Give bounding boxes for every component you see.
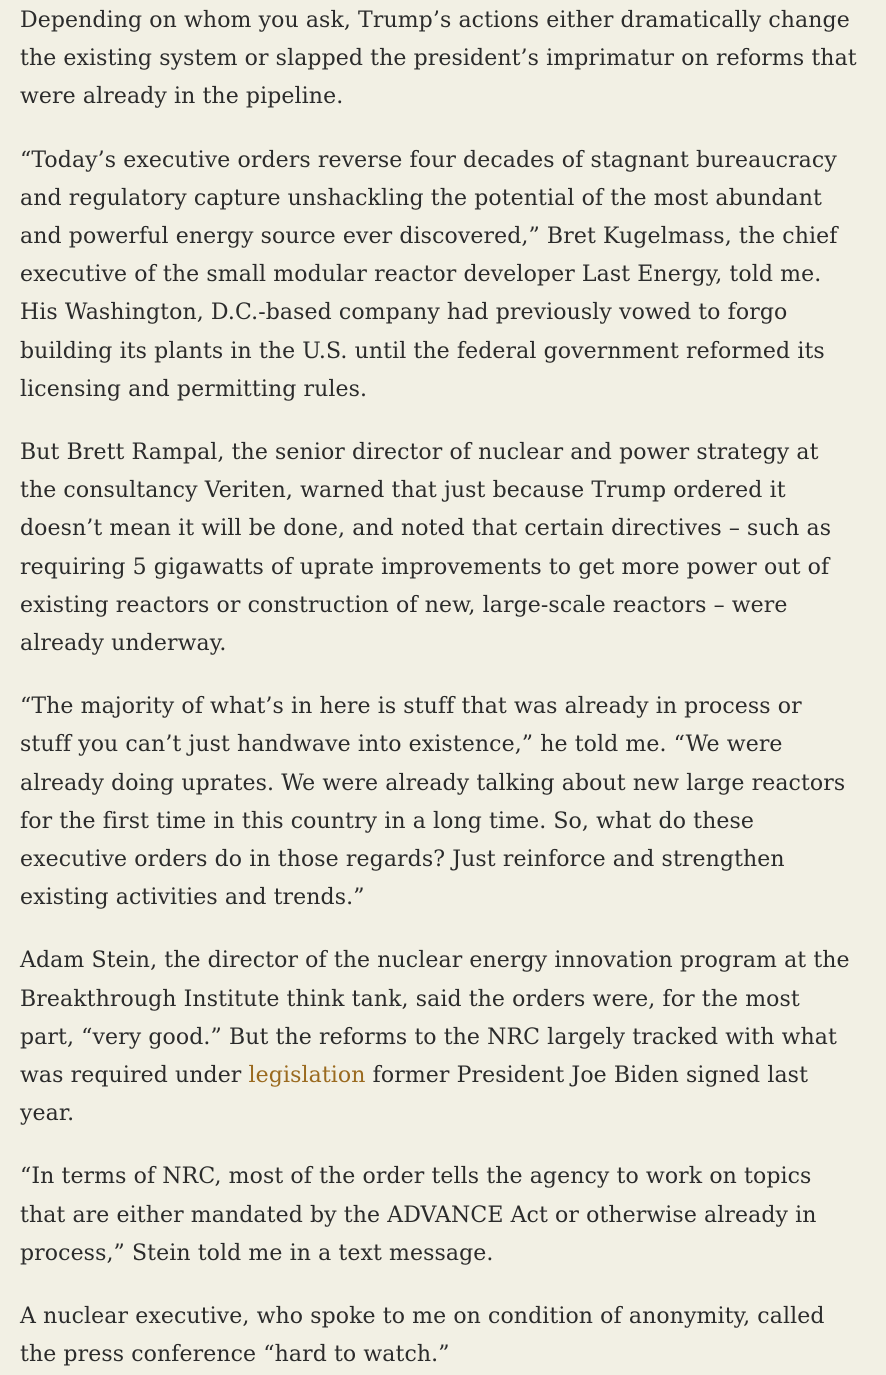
paragraph-5-text-after-link: former President Joe Biden signed last year.	[20, 1063, 809, 1127]
paragraph-6: “In terms of NRC, most of the order tells the agency to work on topics that are either mandated by the ADVANCE Act or otherwise already in process,” Stein told me in a text message.	[20, 1164, 817, 1266]
paragraph-3: But Brett Rampal, the senior director of nuclear and power strategy at the consultancy Veriten, warned that just because Trump ordered it doesn’t mean it will be done, and noted that certain directives – such as requiring 5 gigawatts of uprate improvements to get more power out of existing reactors or construction of new, large-scale reactors – were already underway.	[20, 440, 832, 657]
paragraph-2: “Today’s executive orders reverse four decades of stagnant bureaucracy and regulatory capture unshackling the potential of the most abundant and powerful energy source ever discovered,” Bret Kugelmass, the chief executive of the small modular reactor developer Last Energy, told me. His Washington, D.C.-based company had previously vowed to forgo building its plants in the U.S. until the federal government reformed its licensing and permitting rules.	[20, 147, 838, 402]
paragraph-5-text-before-link: Adam Stein, the director of the nuclear energy innovation program at the Breakthrough Institute think tank, said the orders were, for the most part, “very good.” But the reforms to the NRC largely tracked with what was required under	[20, 948, 850, 1089]
paragraph-5	[20, 942, 858, 1133]
legislation-link[interactable]: legislation	[248, 1063, 366, 1089]
paragraph-1: Depending on whom you ask, Trump’s actions either dramatically change the existing system or slapped the president’s imprimatur on reforms that were already in the pipeline.	[20, 8, 857, 110]
paragraph-4: “The majority of what’s in here is stuff that was already in process or stuff you can’t just handwave into existence,” he told me. “We were already doing uprates. We were already talking about new large reactors for the first time in this country in a long time. So, what do these executive orders do in those regards? Just reinforce and strengthen existing activities and trends.”	[20, 694, 846, 911]
paragraph-7: A nuclear executive, who spoke to me on condition of anonymity, called the press conference “hard to watch.”	[20, 1304, 825, 1368]
